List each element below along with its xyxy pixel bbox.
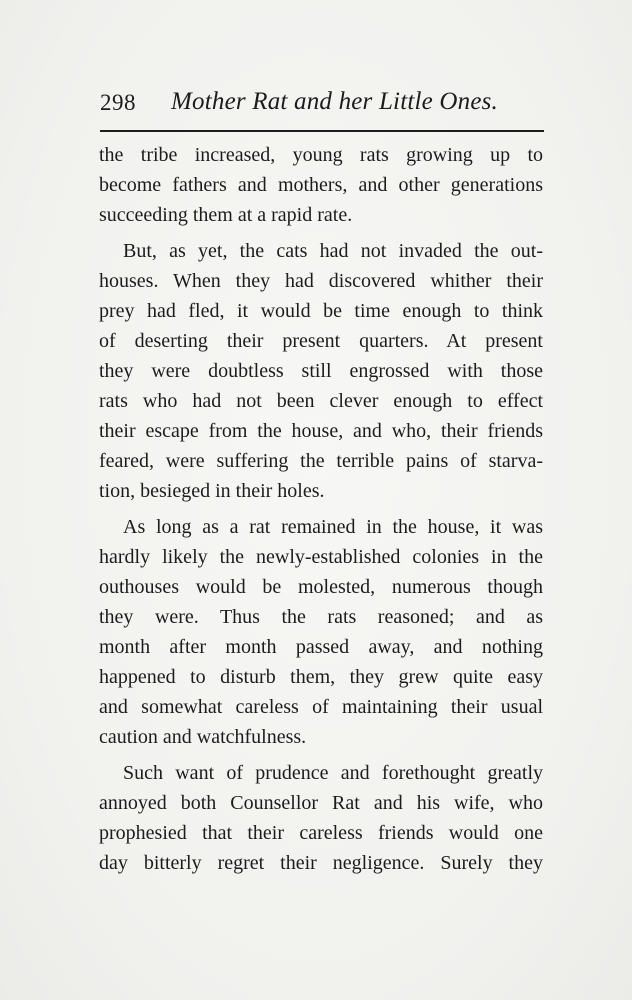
text-line: feared, were suffering the terrible pains of starva- xyxy=(99,450,543,472)
text-line: succeeding them at a rapid rate. xyxy=(99,204,353,226)
text-line: prey had fled, it would be time enough to think xyxy=(99,300,543,322)
text-line: prophesied that their careless friends would one xyxy=(99,822,543,844)
text-line: annoyed both Counsellor Rat and his wife, who xyxy=(99,792,543,814)
header-rule xyxy=(100,130,544,132)
text-line: caution and watchfulness. xyxy=(99,726,307,748)
text-line: their escape from the house, and who, their friends xyxy=(99,420,543,442)
text-line: become fathers and mothers, and other generations xyxy=(99,174,543,196)
running-title: Mother Rat and her Little Ones. xyxy=(171,88,499,115)
text-line: of deserting their present quarters. At present xyxy=(99,330,543,352)
text-line: Such want of prudence and forethought greatly xyxy=(123,762,543,784)
text-line: day bitterly regret their negligence. Surely they xyxy=(99,852,543,874)
page-header xyxy=(100,88,544,124)
text-line: houses. When they had discovered whither their xyxy=(99,270,543,292)
text-line: the tribe increased, young rats growing up to xyxy=(99,144,543,166)
text-line: rats who had not been clever enough to effect xyxy=(99,390,543,412)
text-line: outhouses would be molested, numerous though xyxy=(99,576,543,598)
paragraph xyxy=(99,140,543,230)
text-line: But, as yet, the cats had not invaded the out- xyxy=(123,240,543,262)
text-line: month after month passed away, and nothing xyxy=(99,636,543,658)
paragraph xyxy=(99,512,543,752)
text-line: happened to disturb them, they grew quite easy xyxy=(99,666,543,688)
text-line: tion, besieged in their holes. xyxy=(99,480,325,502)
text-line: As long as a rat remained in the house, it was xyxy=(123,516,543,538)
text-line: and somewhat careless of maintaining their usual xyxy=(99,696,543,718)
paragraph xyxy=(99,758,543,878)
page-number: 298 xyxy=(100,90,136,115)
text-line: hardly likely the newly-established colonies in the xyxy=(99,546,543,568)
paragraph xyxy=(99,236,543,506)
text-line: they were. Thus the rats reasoned; and as xyxy=(99,606,543,628)
body-text xyxy=(99,140,543,884)
text-line: they were doubtless still engrossed with those xyxy=(99,360,543,382)
